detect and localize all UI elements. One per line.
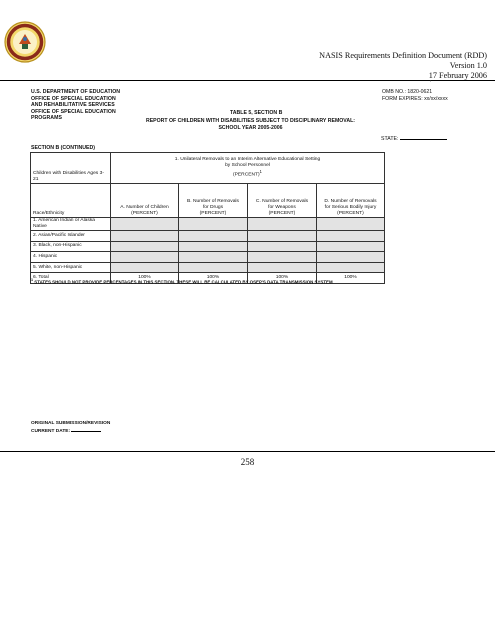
footer-divider (0, 451, 495, 452)
data-cell (111, 231, 179, 242)
submission-block (31, 420, 110, 435)
data-cell (317, 252, 385, 263)
group-header-percent (113, 169, 382, 179)
table-group-header-row (31, 153, 385, 184)
data-cell (248, 262, 317, 273)
column-d-header (317, 184, 385, 218)
footnote-mark: 1 (31, 278, 34, 282)
column-a-unit: (PERCENT) (131, 211, 158, 216)
table-row (31, 218, 385, 231)
column-c-unit: (PERCENT) (268, 211, 296, 216)
report-title-line: REPORT OF CHILDREN WITH DISABILITIES SUBJECT TO DISCIPLINARY REMOVAL: (145, 118, 356, 124)
state-input-line[interactable] (400, 134, 447, 140)
table-title: TABLE 5, SECTION B (230, 110, 283, 116)
table-column-header-row (31, 184, 385, 218)
agency-line: OFFICE OF SPECIAL EDUCATION (31, 108, 116, 115)
omb-block (382, 89, 448, 102)
column-b-unit: (PERCENT) (199, 211, 227, 216)
submission-label: ORIGINAL SUBMISSION/REVISION (31, 421, 111, 426)
data-cell (111, 218, 179, 231)
stray-mark: ’ (430, 81, 432, 87)
column-b-subtitle: for Drugs (202, 205, 224, 210)
table-row (31, 252, 385, 263)
column-c-title: C. Number of Removals (255, 199, 309, 204)
data-cell (317, 262, 385, 273)
data-cell (111, 252, 179, 263)
data-cell (179, 218, 248, 231)
column-d-subtitle: for Serious Bodily Injury (324, 205, 377, 210)
column-c-subtitle: for Weapons (268, 205, 296, 210)
row-label: 1. American Indian or Alaska Native (31, 218, 111, 231)
total-cell-b: 100% (179, 273, 248, 284)
header-divider (0, 80, 495, 81)
total-cell-d: 100% (317, 273, 385, 284)
race-ethnicity-header: Race/Ethnicity (31, 184, 111, 218)
data-cell (248, 241, 317, 252)
row-label: 2. Asian/Pacific Islander (31, 231, 111, 242)
agency-line: AND REHABILITATIVE SERVICES (31, 102, 115, 109)
agency-line: U.S. DEPARTMENT OF EDUCATION (31, 89, 121, 95)
document-version: Version 1.0 (449, 61, 487, 70)
agency-block (31, 89, 120, 122)
group-header-line: 1. Unilateral Removals to an Interim Alternative Educational Setting (174, 157, 321, 163)
section-label: SECTION B (CONTINUED) (31, 145, 95, 151)
data-cell (111, 262, 179, 273)
document-header (319, 51, 487, 81)
data-cell (111, 241, 179, 252)
report-title-line: SCHOOL YEAR 2005-2006 (218, 124, 283, 131)
page-number: 258 (240, 457, 255, 467)
form-expires: FORM EXPIRES: xx/xx/xxxx (382, 95, 448, 102)
column-c-header (248, 184, 317, 218)
table-row (31, 262, 385, 273)
children-label: Children with Disabilities Ages 3-21 (31, 153, 111, 184)
row-label: 3. Black, non-Hispanic (31, 241, 111, 252)
data-cell (179, 231, 248, 242)
data-cell (179, 252, 248, 263)
data-cell (248, 231, 317, 242)
table-row (31, 231, 385, 242)
table-row (31, 241, 385, 252)
omb-number: OMB NO.: 1820-0621 (382, 89, 433, 95)
data-cell (317, 241, 385, 252)
total-label: 6. Total (31, 273, 111, 284)
current-date-input-line[interactable] (71, 427, 101, 432)
column-b-header (179, 184, 248, 218)
data-cell (179, 262, 248, 273)
footnote-mark: 1 (259, 169, 262, 175)
state-field (381, 134, 447, 142)
row-label: 4. Hispanic (31, 252, 111, 263)
report-title (118, 118, 383, 131)
total-cell-c: 100% (248, 273, 317, 284)
group-header-line: by School Personnel (225, 163, 270, 169)
row-label: 5. White, non-Hispanic (31, 262, 111, 273)
footnote-text: STATES SHOULD NOT PROVIDE PERCENTAGES IN THIS SECTION. THESE WILL BE CALCULATED BY OSEP'S DATA TRANSMISSION SYSTEM (34, 279, 333, 285)
agency-line: PROGRAMS (31, 115, 62, 122)
column-d-unit: (PERCENT) (337, 211, 364, 216)
group-header-percent-text: (PERCENT) (233, 172, 260, 178)
state-label: STATE: (381, 136, 399, 142)
column-d-title: D. Number of Removals (324, 199, 377, 204)
data-cell (248, 252, 317, 263)
column-b-title: B. Number of Removals (187, 199, 239, 204)
group-header (111, 153, 385, 184)
agency-line: OFFICE OF SPECIAL EDUCATION (31, 95, 116, 102)
disciplinary-removal-table (30, 152, 385, 284)
current-date-label: CURRENT DATE: (31, 429, 71, 435)
column-a-title: A. Number of Children (120, 205, 169, 210)
document-title: NASIS Requirements Definition Document (RDD) (319, 51, 487, 60)
data-cell (248, 218, 317, 231)
document-date: 17 February 2006 (428, 71, 487, 80)
data-cell (317, 218, 385, 231)
data-cell (179, 241, 248, 252)
footnote (31, 278, 333, 284)
total-cell-a: 100% (111, 273, 179, 284)
current-date-field (31, 427, 110, 435)
column-a-header (111, 184, 179, 218)
data-cell (317, 231, 385, 242)
department-seal-logo (4, 19, 46, 65)
